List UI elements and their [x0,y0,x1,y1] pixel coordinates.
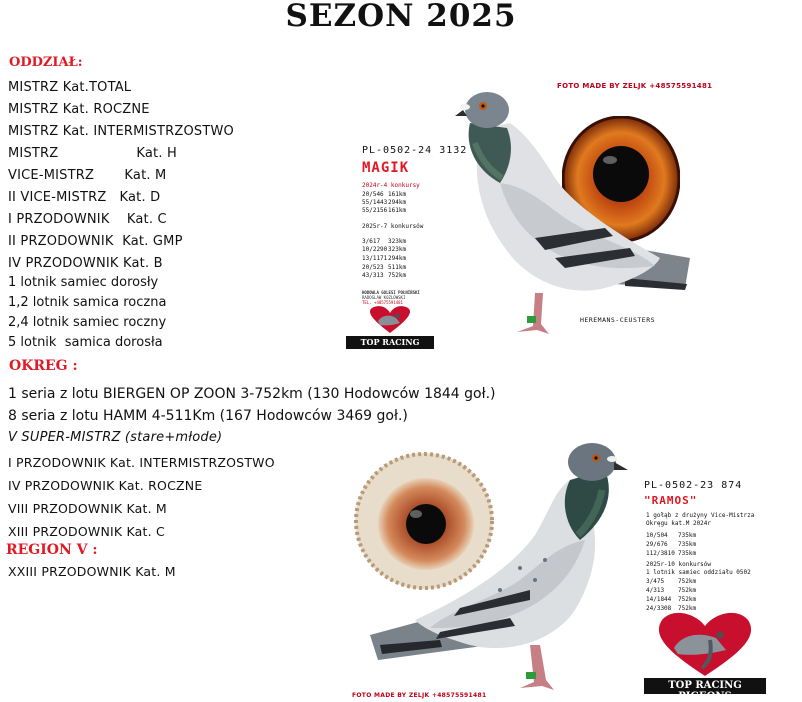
okreg-series-line: 8 seria z lotu HAMM 4-511Km (167 Hodowców 3469 goł.) [8,408,408,424]
okreg-series-line: 1 seria z lotu BIERGEN OP ZOON 3-752km (130 Hodowców 1844 goł.) [8,386,496,402]
magik-breeder-name: HODOWLA GOLESI POŁNIŃSKI [362,290,420,295]
okreg-heading: OKREG : [9,358,78,374]
magik-result-place: 55/2156 [362,207,388,214]
okreg-list [8,455,275,547]
ramos-result-distance: 752km [678,587,697,594]
ramos-photo-credit: FOTO MADE BY ZELJK +48575591481 [352,692,487,699]
ramos-season-2025: 2025r-10 konkursów [646,561,712,568]
oddzial-line: VICE-MISTRZ Kat. M [8,168,167,183]
oddzial-line: MISTRZ Kat. H [8,146,177,161]
magik-season-2024: 2024r-4 konkursy [362,182,420,189]
magik-result-place: 55/1443 [362,199,388,206]
page-title: SEZON 2025 [285,0,517,34]
magik-result-distance: 161km [388,207,407,214]
pigeon-icon [455,88,695,343]
oddzial-list [8,80,234,355]
oddzial-line: 1,2 lotnik samica roczna [8,295,167,310]
okreg-line: I PRZODOWNIK Kat. INTERMISTRZOSTWO [8,455,275,470]
ramos-result-distance: 735km [678,541,697,548]
oddzial-line: 1 lotnik samiec dorosły [8,275,159,290]
oddzial-line: II PRZODOWNIK Kat. GMP [8,234,183,249]
magik-result-place: 20/546 [362,191,384,198]
region-heading: REGION V : [6,542,98,558]
magik-result-place: 43/313 [362,272,384,279]
magik-result-place: 10/2290 [362,246,388,253]
ramos-result-place: 10/504 [646,532,668,539]
ramos-result-place: 3/475 [646,578,665,585]
magik-logo-text: TOP RACING PIGEONS [360,337,420,357]
ramos-note: Okręgu kat.M 2024r [646,520,712,527]
ramos-result-distance: 735km [678,532,697,539]
magik-result-distance: 752km [388,272,407,279]
magik-ring-number: PL-0502-24 3132 [362,145,468,156]
magik-result-place: 13/1171 [362,255,388,262]
oddzial-line: II VICE-MISTRZ Kat. D [8,190,161,205]
okreg-line: VIII PRZODOWNIK Kat. M [8,501,167,516]
magik-result-distance: 323km [388,246,407,253]
magik-logo [344,305,436,357]
ramos-result-place: 14/1844 [646,596,672,603]
ramos-note: 1 gołąb z drużyny Vice-Mistrza [646,512,755,519]
oddzial-line: MISTRZ Kat. ROCZNE [8,102,150,117]
ramos-result-distance: 752km [678,605,697,612]
magik-strain: HEREMANS-CEUSTERS [580,316,656,324]
magik-result-distance: 511km [388,264,407,271]
magik-result-distance: 294km [388,255,407,262]
magik-breeder-phone: TEL. +48575591481 [362,300,403,305]
ramos-result-place: 29/676 [646,541,668,548]
okreg-line: IV PRZODOWNIK Kat. ROCZNE [8,478,203,493]
magik-result-place: 20/523 [362,264,384,271]
ramos-ring-number: PL-0502-23 874 [644,480,743,491]
oddzial-line: MISTRZ Kat.TOTAL [8,80,132,95]
oddzial-line: I PRZODOWNIK Kat. C [8,212,167,227]
ramos-result-distance: 752km [678,596,697,603]
oddzial-line: IV PRZODOWNIK Kat. B [8,256,163,271]
region-line: XXIII PRZODOWNIK Kat. M [8,564,176,579]
ramos-logo-text: TOP RACING PIGEONS [668,680,742,702]
oddzial-line: 2,4 lotnik samiec roczny [8,315,167,330]
ramos-note: 1 lotnik samiec oddziału 0502 [646,569,751,576]
okreg-line: XIII PRZODOWNIK Kat. C [8,524,165,539]
ramos-result-place: 112/3810 [646,550,675,557]
magik-result-place: 3/617 [362,238,381,245]
magik-results [362,182,423,280]
oddzial-line: MISTRZ Kat. INTERMISTRZOSTWO [8,124,234,139]
ramos-name: "RAMOS" [644,494,698,507]
ramos-result-place: 24/3308 [646,605,672,612]
magik-result-distance: 161km [388,191,407,198]
pigeon-icon [370,440,630,698]
magik-result-distance: 323km [388,238,407,245]
magik-breeder-owner: RADOSLAW KOZLOWSKI [362,295,406,300]
magik-pigeon-image [455,88,695,347]
magik-breeder [362,290,420,305]
ramos-logo [640,612,770,702]
ramos-result-place: 4/313 [646,587,665,594]
ramos-result-distance: 752km [678,578,697,585]
ramos-results [646,512,754,614]
magik-result-distance: 294km [388,199,407,206]
magik-name: MAGIK [362,160,410,176]
magik-photo-credit: FOTO MADE BY ZELJK +48575591481 [557,82,713,90]
ramos-pigeon-image [370,440,630,702]
okreg-super-mistrz: V SUPER-MISTRZ (stare+młode) [8,430,223,445]
ramos-result-distance: 735km [678,550,697,557]
oddzial-line: 5 lotnik samica dorosła [8,335,163,350]
oddzial-heading: ODDZIAŁ: [9,55,83,70]
magik-season-2025: 2025r-7 konkursów [362,223,424,230]
